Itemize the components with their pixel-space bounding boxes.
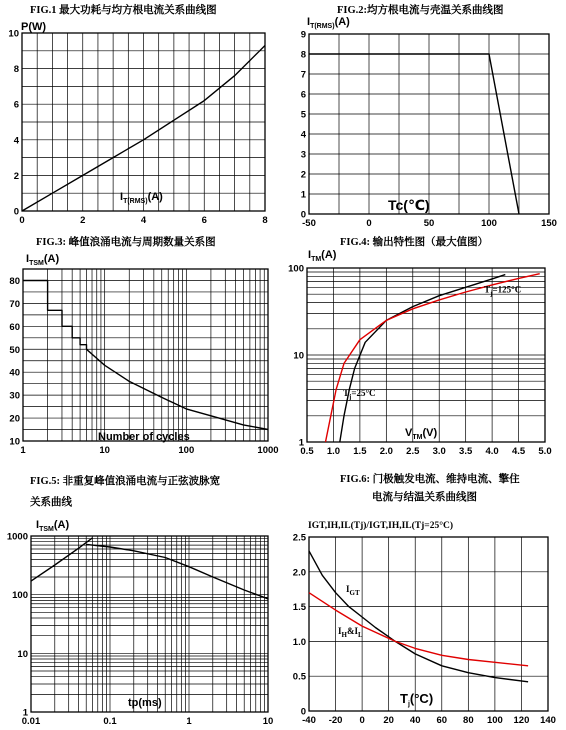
fig1-x-label: $I_{T(RMS)}(A)$ bbox=[120, 191, 163, 205]
y-tick-label: 0 bbox=[300, 209, 306, 221]
x-tick-label: 40 bbox=[409, 715, 421, 726]
y-tick-label: 9 bbox=[300, 29, 306, 41]
x-tick-label: 0.1 bbox=[103, 716, 117, 727]
series-line bbox=[340, 275, 506, 442]
y-tick-label: 1 bbox=[298, 437, 304, 449]
y-tick-label: 100 bbox=[288, 263, 304, 275]
x-tick-label: 1 bbox=[186, 716, 192, 727]
fig6-x-label: $T_j(^\circ C)$ bbox=[400, 691, 434, 708]
fig5-grid bbox=[31, 536, 268, 712]
fig1 bbox=[8, 3, 267, 226]
fig4-y-ticks bbox=[288, 264, 305, 449]
plot-frame bbox=[23, 269, 268, 441]
fig6-ih-il-label: $I_H\&I_L$ bbox=[338, 626, 363, 639]
x-tick-label: 4.5 bbox=[511, 446, 526, 457]
fig2-y-ticks bbox=[301, 30, 307, 221]
fig4-plot bbox=[326, 274, 540, 442]
x-tick-label: 0 bbox=[366, 218, 372, 229]
x-tick-label: 3.5 bbox=[459, 446, 473, 457]
curve-annotation: $T_j=25^\circ C$ bbox=[342, 387, 376, 401]
x-tick-label: 2.5 bbox=[406, 446, 420, 457]
x-tick-label: 20 bbox=[383, 715, 394, 726]
x-tick-label: 80 bbox=[463, 715, 474, 726]
x-tick-label: -40 bbox=[302, 715, 316, 726]
y-tick-label: 3 bbox=[300, 149, 306, 161]
x-tick-label: 100 bbox=[481, 218, 497, 229]
fig5-y-label: $I_{TSM}(A)$ bbox=[36, 519, 70, 533]
x-tick-label: 120 bbox=[513, 715, 530, 726]
y-tick-label: 100 bbox=[12, 590, 28, 602]
x-tick-label: 1 bbox=[20, 445, 26, 456]
x-tick-label: 1.5 bbox=[353, 446, 367, 457]
fig3-x-label: Number of cycles bbox=[98, 431, 190, 443]
fig5-x-label: tp(ms) bbox=[128, 697, 162, 709]
x-tick-label: 0 bbox=[19, 215, 25, 226]
y-tick-label: 70 bbox=[9, 298, 20, 310]
x-tick-label: 2 bbox=[80, 215, 86, 226]
fig2 bbox=[301, 3, 557, 229]
plot-frame bbox=[31, 536, 268, 712]
x-tick-label: 3.0 bbox=[432, 446, 446, 457]
x-tick-label: 4.0 bbox=[485, 446, 499, 457]
y-tick-label: 1.5 bbox=[292, 602, 306, 614]
y-tick-label: 0 bbox=[13, 206, 19, 218]
y-tick-label: 0.5 bbox=[292, 671, 306, 683]
y-tick-label: 1 bbox=[22, 707, 28, 719]
fig6-y-label: IGT,IH,IL(Tj)/IGT,IH,IL(Tj=25°C) bbox=[308, 521, 454, 531]
fig5 bbox=[7, 474, 273, 727]
fig6-caption-line1: FIG.6: 门极触发电流、维持电流、擎住 bbox=[340, 474, 520, 485]
fig4-y-label: $I_{TM}(A)$ bbox=[308, 249, 337, 263]
x-tick-label: 2.0 bbox=[379, 446, 393, 457]
fig3-grid bbox=[23, 269, 268, 441]
fig6-caption-line2: 电流与结温关系曲线图 bbox=[372, 492, 477, 503]
y-tick-label: 6 bbox=[13, 99, 19, 111]
fig4-x-ticks bbox=[300, 446, 551, 457]
y-tick-label: 2 bbox=[300, 169, 306, 181]
y-tick-label: 30 bbox=[9, 390, 20, 402]
fig4 bbox=[288, 235, 551, 457]
fig1-x-ticks bbox=[19, 215, 267, 226]
fig5-y-ticks bbox=[7, 532, 29, 719]
fig6-y-ticks bbox=[293, 533, 307, 718]
y-tick-label: 20 bbox=[9, 413, 20, 425]
fig4-x-label: $V_{TM}(V)$ bbox=[405, 427, 438, 441]
y-tick-label: 2.5 bbox=[292, 532, 306, 544]
fig3 bbox=[9, 235, 278, 456]
fig2-grid bbox=[309, 34, 549, 214]
x-tick-label: 10 bbox=[99, 445, 110, 456]
x-tick-label: 140 bbox=[540, 715, 556, 726]
fig3-y-ticks bbox=[9, 276, 20, 448]
fig2-x-ticks bbox=[302, 218, 557, 229]
x-tick-label: 10 bbox=[262, 716, 274, 727]
y-tick-label: 8 bbox=[13, 64, 19, 76]
fig3-x-ticks bbox=[20, 445, 278, 456]
y-tick-label: 50 bbox=[9, 344, 20, 356]
x-tick-label: 0.5 bbox=[300, 446, 314, 457]
x-tick-label: 6 bbox=[201, 215, 207, 226]
fig5-caption-line1: FIG.5: 非重复峰值浪涌电流与正弦波脉宽 bbox=[30, 476, 221, 487]
y-tick-label: 10 bbox=[9, 436, 20, 448]
y-tick-label: 2.0 bbox=[292, 567, 306, 579]
fig4-caption: FIG.4: 输出特性图（最大值图） bbox=[340, 237, 489, 248]
y-tick-label: 80 bbox=[9, 275, 20, 287]
y-tick-label: 2 bbox=[13, 170, 19, 182]
fig5-x-ticks bbox=[22, 716, 274, 727]
y-tick-label: 4 bbox=[13, 135, 19, 147]
series-line bbox=[23, 281, 268, 430]
x-tick-label: 60 bbox=[436, 715, 448, 726]
fig6 bbox=[293, 472, 556, 726]
fig6-igt-label: $I_{GT}$ bbox=[346, 584, 360, 597]
y-tick-label: 10 bbox=[8, 28, 19, 40]
y-tick-label: 4 bbox=[300, 129, 306, 141]
y-tick-label: 7 bbox=[300, 69, 306, 81]
curve-annotation: $T_j=125^\circ C$ bbox=[484, 284, 522, 298]
y-tick-label: 10 bbox=[17, 648, 28, 660]
y-tick-label: 40 bbox=[9, 367, 20, 379]
x-tick-label: -20 bbox=[328, 715, 343, 726]
x-tick-label: 1000 bbox=[257, 445, 279, 456]
fig2-y-label: $I_{T(RMS)}(A)$ bbox=[307, 16, 350, 30]
x-tick-label: -50 bbox=[302, 218, 316, 229]
fig3-y-label: $I_{TSM}(A)$ bbox=[26, 253, 60, 267]
y-tick-label: 8 bbox=[300, 49, 306, 61]
x-tick-label: 150 bbox=[541, 218, 557, 229]
x-tick-label: 5.0 bbox=[538, 446, 552, 457]
fig1-y-label: P(W) bbox=[21, 21, 47, 33]
fig5-plot bbox=[31, 538, 268, 599]
fig1-y-ticks bbox=[8, 29, 19, 218]
y-tick-label: 1.0 bbox=[292, 636, 306, 648]
y-tick-label: 1 bbox=[300, 189, 306, 201]
x-tick-label: 4 bbox=[140, 215, 147, 226]
y-tick-label: 1000 bbox=[6, 531, 28, 543]
fig3-plot bbox=[23, 281, 268, 430]
fig1-caption: FIG.1 最大功耗与均方根电流关系曲线图 bbox=[30, 5, 217, 16]
y-tick-label: 5 bbox=[300, 109, 306, 121]
y-tick-label: 60 bbox=[9, 321, 20, 333]
y-tick-label: 6 bbox=[300, 89, 306, 101]
fig5-caption-line2: 关系曲线 bbox=[30, 497, 72, 508]
x-tick-label: 0 bbox=[359, 715, 365, 726]
x-tick-label: 8 bbox=[262, 215, 268, 226]
x-tick-label: 50 bbox=[423, 218, 435, 229]
fig2-x-label: Tc(℃) bbox=[388, 197, 430, 213]
fig6-x-ticks bbox=[302, 715, 556, 726]
fig6-grid bbox=[309, 537, 548, 711]
x-tick-label: 100 bbox=[486, 715, 503, 726]
y-tick-label: 10 bbox=[293, 350, 304, 362]
plot-frame bbox=[309, 537, 548, 711]
x-tick-label: 100 bbox=[178, 445, 195, 456]
fig3-caption: FIG.3: 峰值浪涌电流与周期数量关系图 bbox=[36, 237, 216, 248]
y-tick-label: 0 bbox=[300, 706, 306, 718]
x-tick-label: 1.0 bbox=[326, 446, 341, 457]
fig1-grid bbox=[22, 33, 265, 211]
fig2-caption: FIG.2:均方根电流与壳温关系曲线图 bbox=[337, 5, 504, 16]
x-tick-label: 0.01 bbox=[21, 716, 41, 727]
